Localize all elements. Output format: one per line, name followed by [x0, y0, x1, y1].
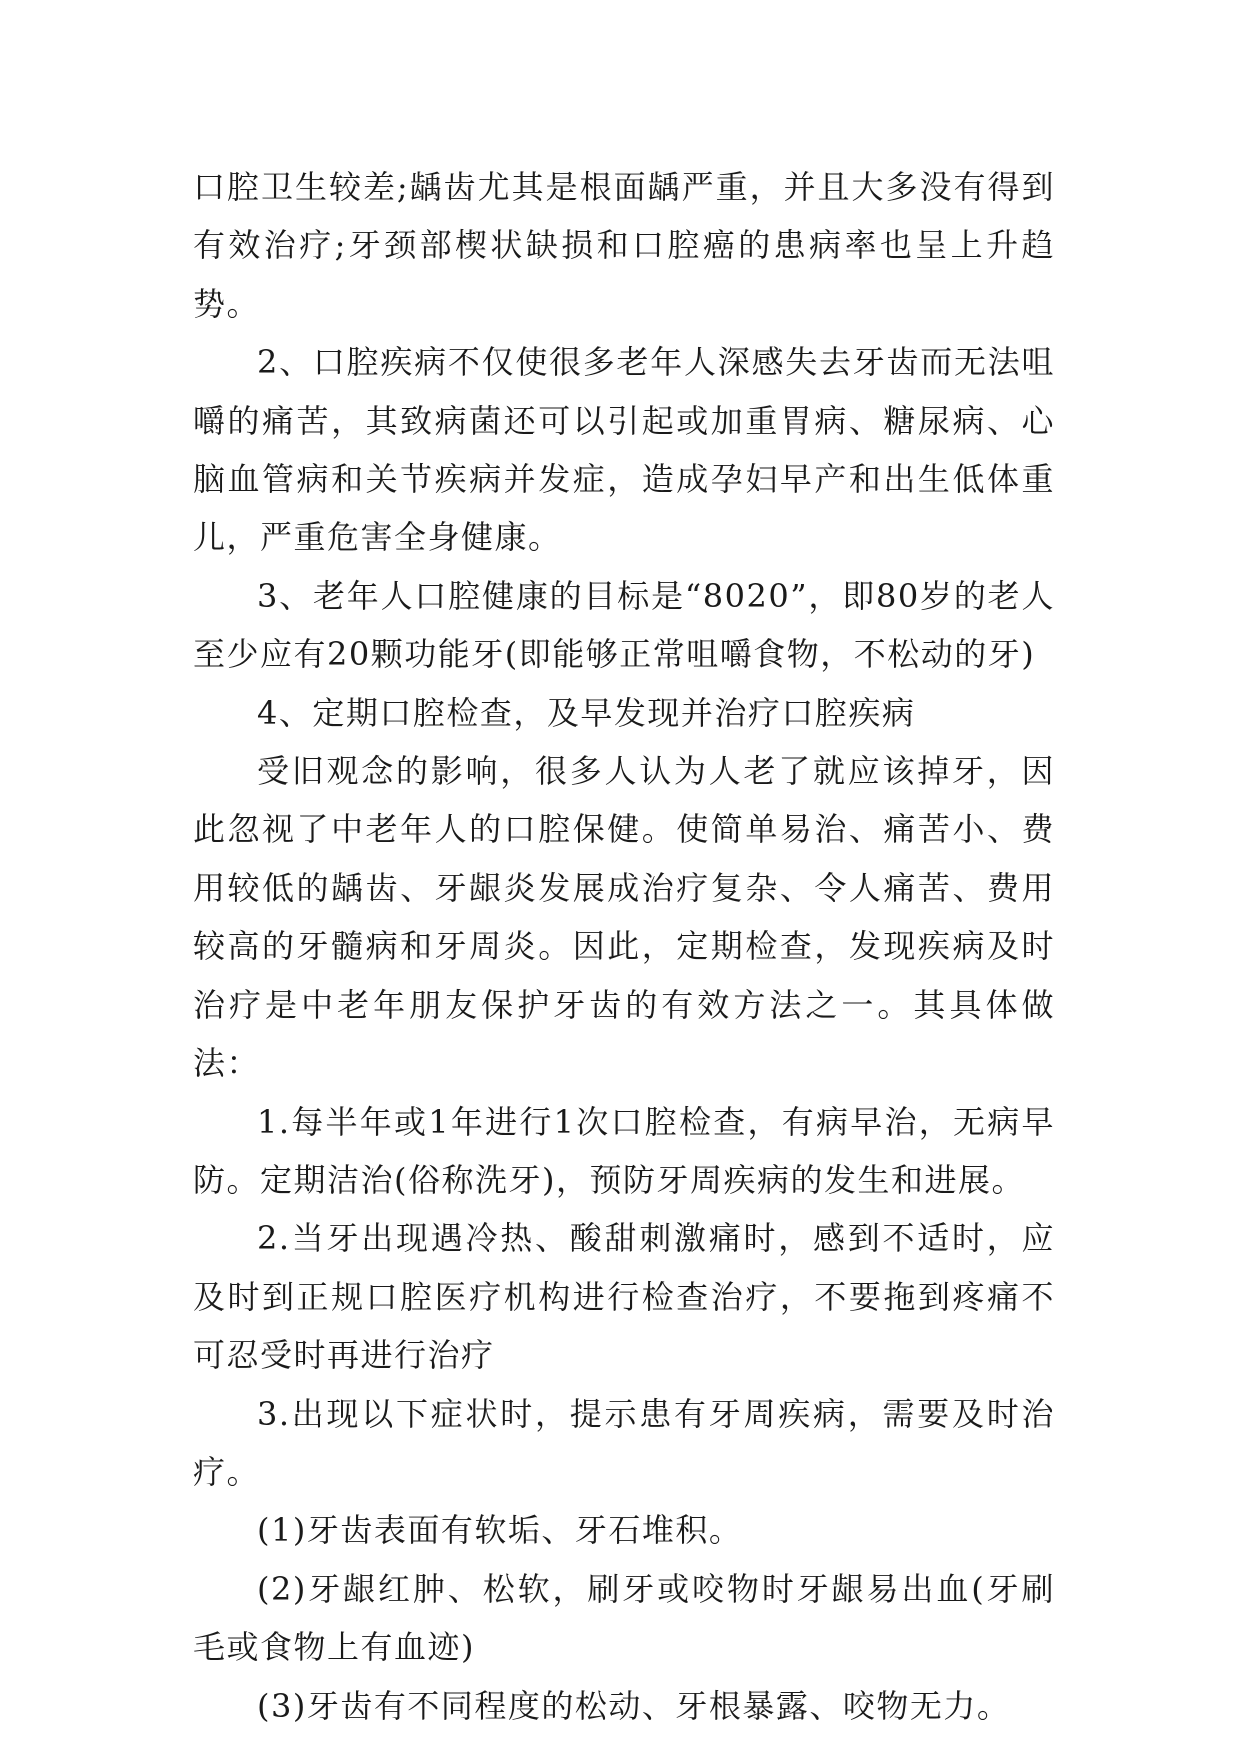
paragraph-intro: 受旧观念的影响，很多人认为人老了就应该掉牙，因此忽视了中老年人的口腔保健。使简单易治、痛苦小、费用较低的龋齿、牙龈炎发展成治疗复杂、令人痛苦、费用较高的牙髓病和牙周炎。因此，定期检查，发现疾病及时治疗是中老年朋友保护牙齿的有效方法之一。其具体做法：: [193, 752, 1055, 1083]
paragraph-method-2: 2.当牙出现遇冷热、酸甜刺激痛时，感到不适时，应及时到正规口腔医疗机构进行检查治疗，不要拖到疼痛不可忍受时再进行治疗: [193, 1219, 1055, 1375]
paragraph-symptom-1: (1)牙齿表面有软垢、牙石堆积。: [257, 1511, 743, 1550]
paragraph-method-1: 1.每半年或1年进行1次口腔检查，有病早治，无病早防。定期洁治(俗称洗牙)，预防牙周疾病的发生和进展。: [193, 1102, 1055, 1199]
paragraph-method-3: 3.出现以下症状时，提示患有牙周疾病，需要及时治疗。: [193, 1394, 1055, 1491]
document-body: [193, 158, 1055, 1735]
paragraph-item-3: 3、老年人口腔健康的目标是“8020”，即80岁的老人至少应有20颗功能牙(即能够正常咀嚼食物，不松动的牙): [193, 576, 1055, 674]
paragraph-symptom-3: (3)牙齿有不同程度的松动、牙根暴露、咬物无力。: [257, 1686, 1011, 1725]
paragraph-item-4-heading: 4、定期口腔检查，及早发现并治疗口腔疾病: [257, 693, 916, 732]
paragraph-symptom-2: (2)牙龈红肿、松软，刷牙或咬物时牙龈易出血(牙刷毛或食物上有血迹): [193, 1569, 1055, 1667]
paragraph-item-2: 2、口腔疾病不仅使很多老年人深感失去牙齿而无法咀嚼的痛苦，其致病菌还可以引起或加重胃病、糖尿病、心脑血管病和关节疾病并发症，造成孕妇早产和出生低体重儿，严重危害全身健康。: [193, 343, 1055, 557]
paragraph-continuation: 口腔卫生较差;龋齿尤其是根面龋严重，并且大多没有得到有效治疗;牙颈部楔状缺损和口腔癌的患病率也呈上升趋势。: [193, 168, 1055, 323]
